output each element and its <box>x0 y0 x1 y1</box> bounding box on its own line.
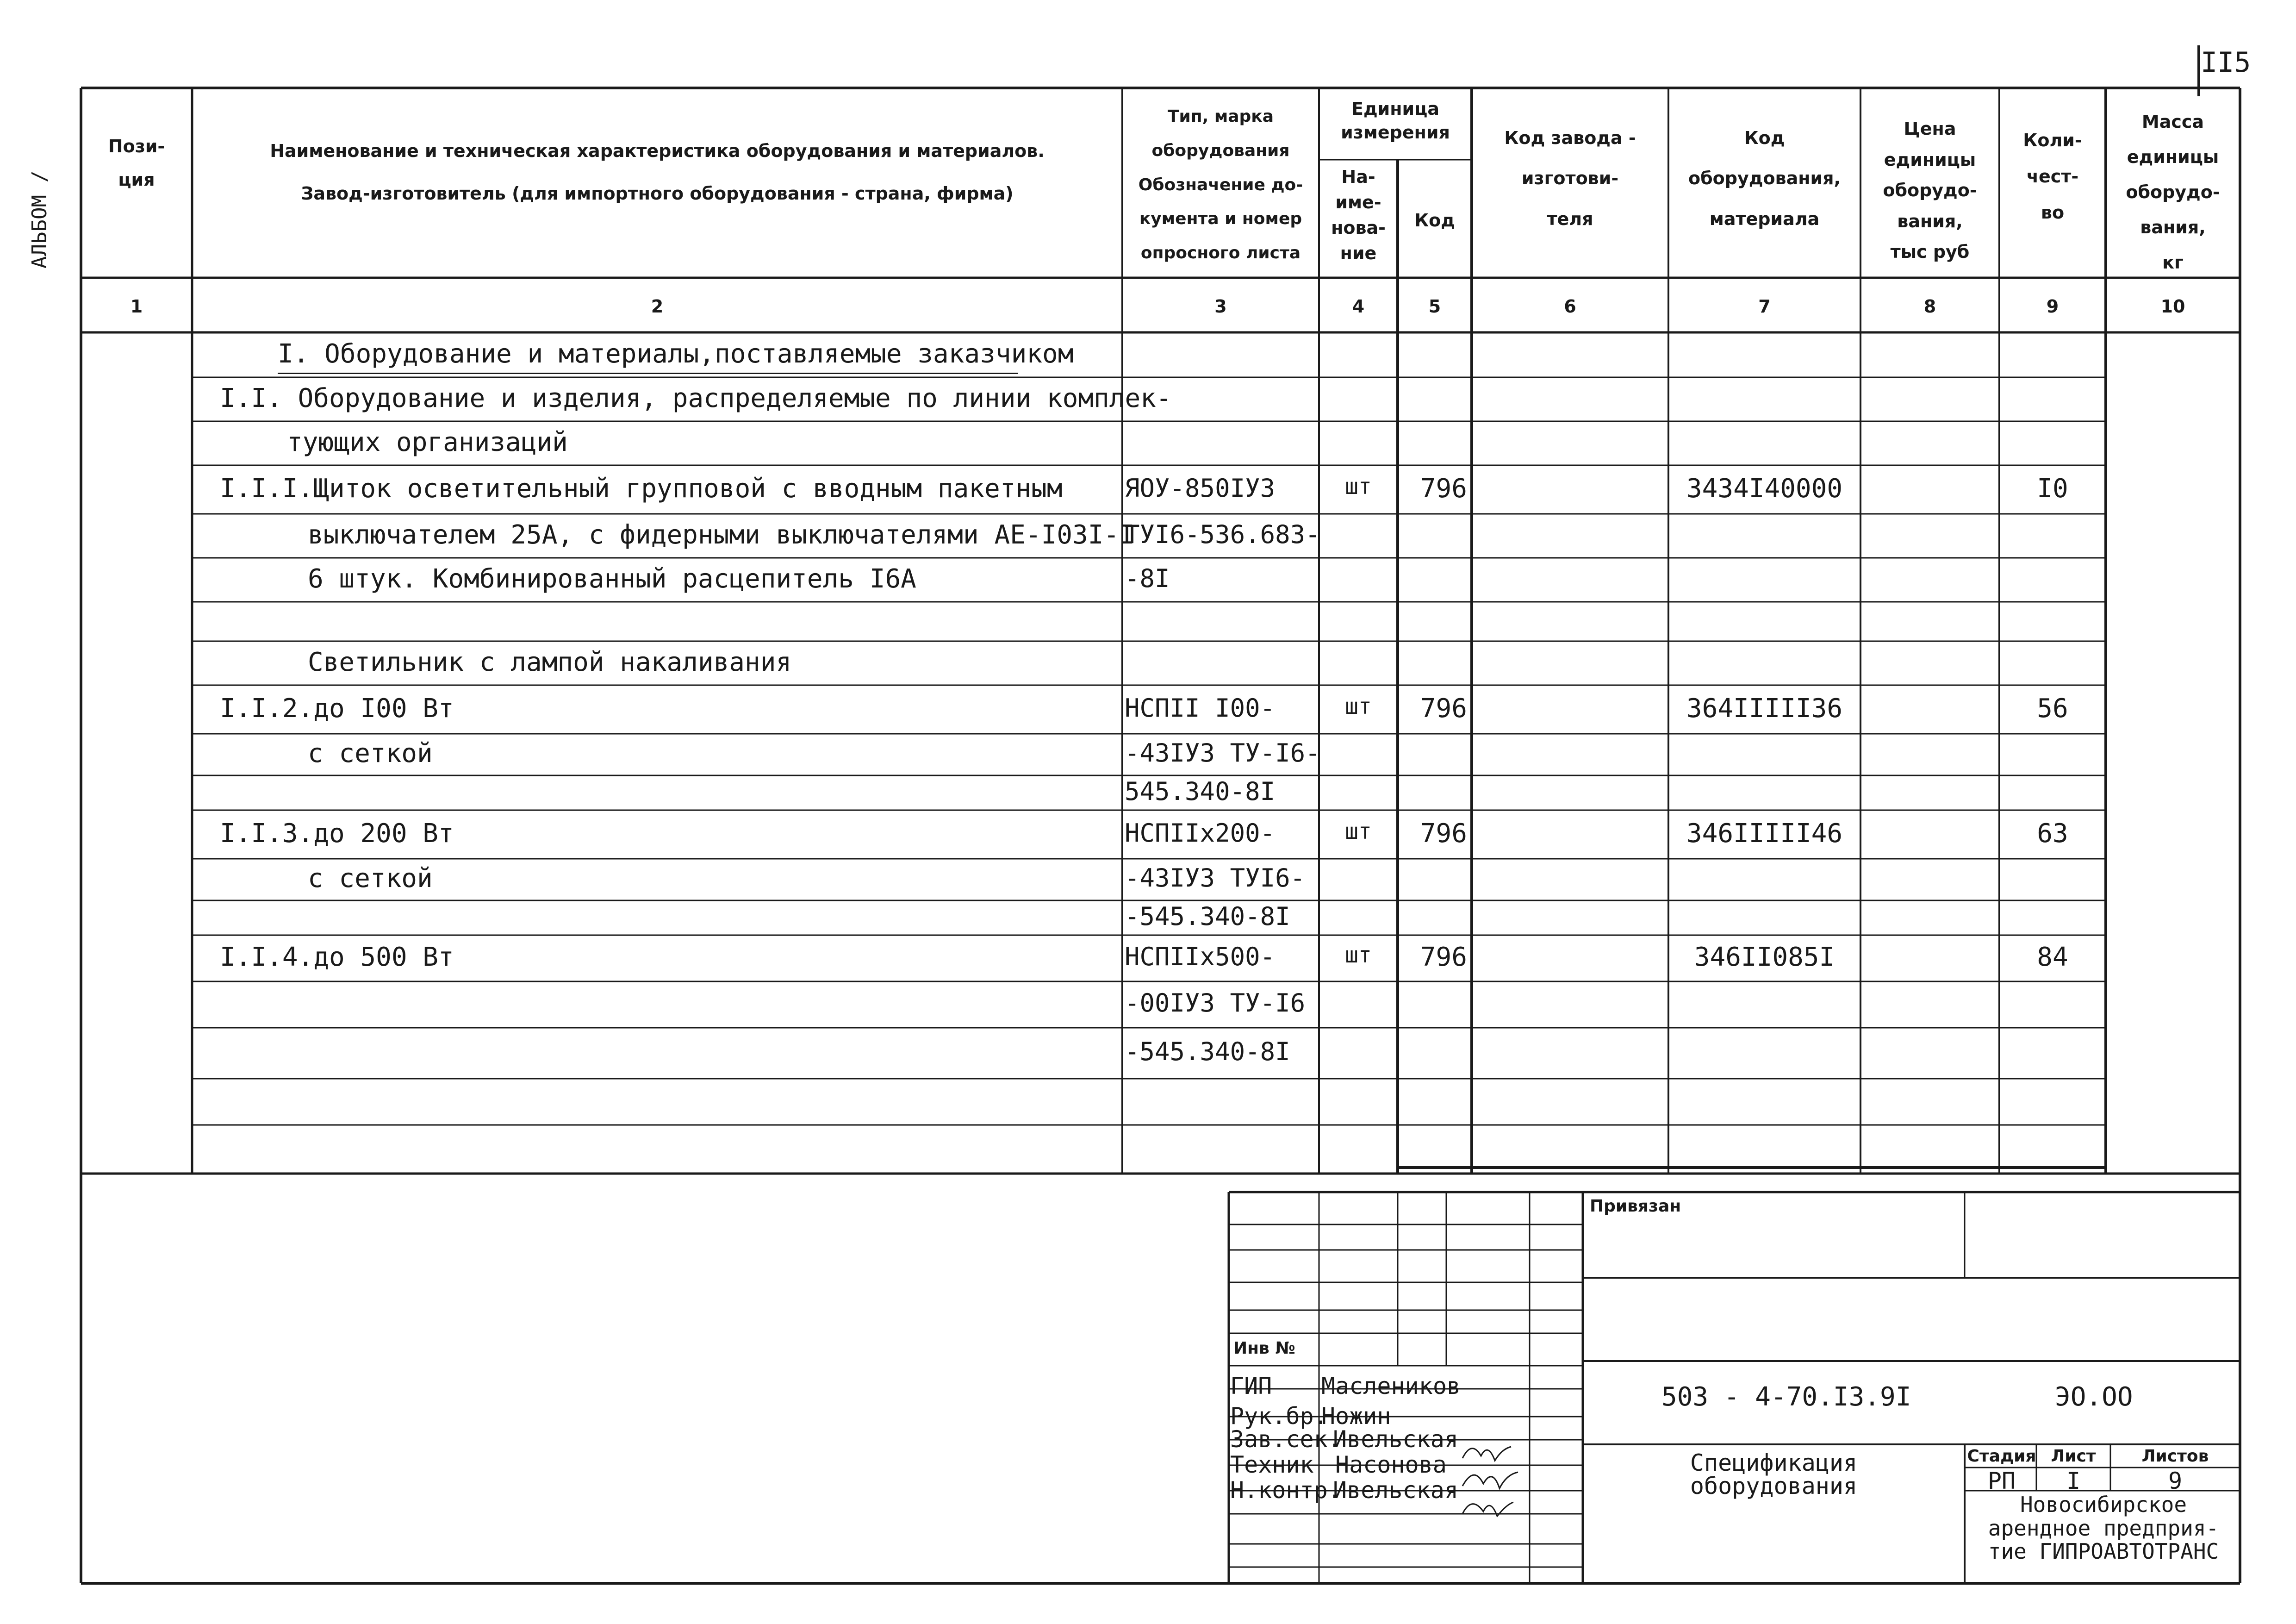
stage-value: РП <box>1987 1468 2016 1494</box>
row-type: НСПII I00- <box>1125 693 1276 723</box>
header-col9: Коли- чест- во <box>2023 130 2082 223</box>
row-type: -545.340-8I <box>1125 901 1290 931</box>
column-number: 10 <box>2160 296 2185 317</box>
column-number: 4 <box>1352 296 1365 317</box>
row-name: 6 штук. Комбинированный расцепитель I6А <box>308 563 916 594</box>
stamp-person: Ивельская <box>1333 1477 1458 1504</box>
row-name: с сеткой <box>308 738 433 768</box>
sheet-value: I <box>2066 1468 2081 1494</box>
document-mark: ЭО.ОО <box>2055 1382 2133 1412</box>
header-col10: Масса единицы оборудо- вания, кг <box>2126 112 2220 273</box>
header-unit-group: Единица измерения <box>1341 99 1450 143</box>
row-name: I. Оборудование и материалы,поставляемые заказчиком <box>278 338 1074 369</box>
row-code: 796 <box>1420 818 1467 849</box>
stamp-person: Насонова <box>1335 1451 1447 1478</box>
row-name: с сеткой <box>308 863 433 893</box>
row-type: -545.340-8I <box>1125 1037 1290 1066</box>
row-name: I.I.2.до I00 Вт <box>220 693 454 724</box>
row-material-code: 364IIIII36 <box>1686 693 1843 724</box>
stamp-person: Ивельская <box>1333 1426 1458 1453</box>
document-title: Спецификация оборудования <box>1690 1449 1858 1499</box>
row-type: -43IУ3 ТУ-I6- <box>1125 738 1320 768</box>
row-unit: шт <box>1345 693 1372 719</box>
signature-1 <box>1462 1447 1511 1461</box>
sheets-value: 9 <box>2168 1468 2183 1494</box>
header-col1: Пози- ция <box>108 136 165 190</box>
row-quantity: 84 <box>2037 942 2068 972</box>
sheets-label: Листов <box>2141 1447 2209 1466</box>
row-name: I.I.I.Щиток осветительный групповой с вводным пакетным <box>220 473 1063 504</box>
row-type: 545.340-8I <box>1125 776 1276 806</box>
stamp-person: Ножин <box>1321 1403 1391 1430</box>
row-code: 796 <box>1420 693 1467 724</box>
column-number: 5 <box>1428 296 1441 317</box>
row-type: НСПIIх200- <box>1125 818 1276 848</box>
row-material-code: 346II085I <box>1694 942 1835 972</box>
row-name: I.I. Оборудование и изделия, распределяемые по линии комплек- <box>220 383 1172 413</box>
column-number: 8 <box>1923 296 1936 317</box>
stamp-person: Маслеников <box>1321 1373 1461 1399</box>
row-name: I.I.4.до 500 Вт <box>220 942 454 972</box>
row-type: ТУI6-536.683- <box>1125 519 1320 549</box>
row-material-code: 3434I40000 <box>1686 473 1843 504</box>
column-number: 7 <box>1758 296 1771 317</box>
row-quantity: 63 <box>2037 818 2068 849</box>
row-type: -8I <box>1125 563 1170 593</box>
side-label: АЛЬБОМ / <box>28 170 51 269</box>
stage-label: Стадия <box>1967 1447 2036 1466</box>
row-code: 796 <box>1420 942 1467 972</box>
row-material-code: 346IIIII46 <box>1686 818 1843 849</box>
document-code: 503 - 4-70.I3.9I <box>1661 1382 1911 1412</box>
column-number: 3 <box>1214 296 1227 317</box>
stamp-role: Зав.сек. <box>1230 1426 1342 1453</box>
section-title-underline <box>278 373 1018 374</box>
header-col2: Наименование и техническая характеристика оборудования и материалов. Завод-изготовитель (для импортного оборудования - страна, фирма) <box>270 141 1045 204</box>
header-col8: Цена единицы оборудо- вания, тыс руб <box>1883 119 1977 262</box>
stamp-role: Н.контр. <box>1230 1477 1342 1504</box>
row-quantity: I0 <box>2037 473 2068 504</box>
row-quantity: 56 <box>2037 693 2068 724</box>
column-number: 9 <box>2046 296 2059 317</box>
header-col4: На- име- нова- ние <box>1331 167 1386 264</box>
sheet-label: Лист <box>2051 1447 2096 1466</box>
row-name: Светильник с лампой накаливания <box>308 647 792 677</box>
column-number: 6 <box>1564 296 1576 317</box>
row-type: -00IУ3 ТУ-I6 <box>1125 988 1306 1018</box>
organization-name: Новосибирское арендное предприя- тие ГИПРОАВТОТРАНС <box>1988 1492 2219 1564</box>
column-number: 2 <box>651 296 664 317</box>
page-number: II5 <box>2201 46 2251 79</box>
row-type: НСПIIх500- <box>1125 942 1276 971</box>
privyazan-label: Привязан <box>1590 1197 1681 1216</box>
header-col3: Тип, марка оборудования Обозначение до- кумента и номер опросного листа <box>1138 107 1303 263</box>
column-number: 1 <box>130 296 143 317</box>
row-name: I.I.3.до 200 Вт <box>220 818 454 849</box>
signature-2 <box>1462 1472 1518 1488</box>
stamp-role: ГИП <box>1230 1373 1272 1399</box>
row-type: -43IУ3 ТУI6- <box>1125 863 1306 893</box>
header-col5: Код <box>1414 210 1455 231</box>
inventory-label: Инв № <box>1233 1339 1295 1358</box>
row-unit: шт <box>1345 818 1372 844</box>
row-unit: шт <box>1345 473 1372 500</box>
header-col6: Код завода - изготови- теля <box>1504 128 1636 229</box>
row-type: ЯОУ-850IУ3 <box>1125 473 1276 503</box>
stamp-role: Техник <box>1230 1451 1314 1478</box>
row-code: 796 <box>1420 473 1467 504</box>
stamp-role: Рук.бр. <box>1230 1403 1328 1430</box>
header-col7: Код оборудования, материала <box>1688 128 1841 229</box>
row-name: тующих организаций <box>287 427 568 457</box>
row-unit: шт <box>1345 942 1372 968</box>
row-name: выключателем 25А, с фидерными выключателями АЕ-I03I-I <box>308 519 1135 550</box>
